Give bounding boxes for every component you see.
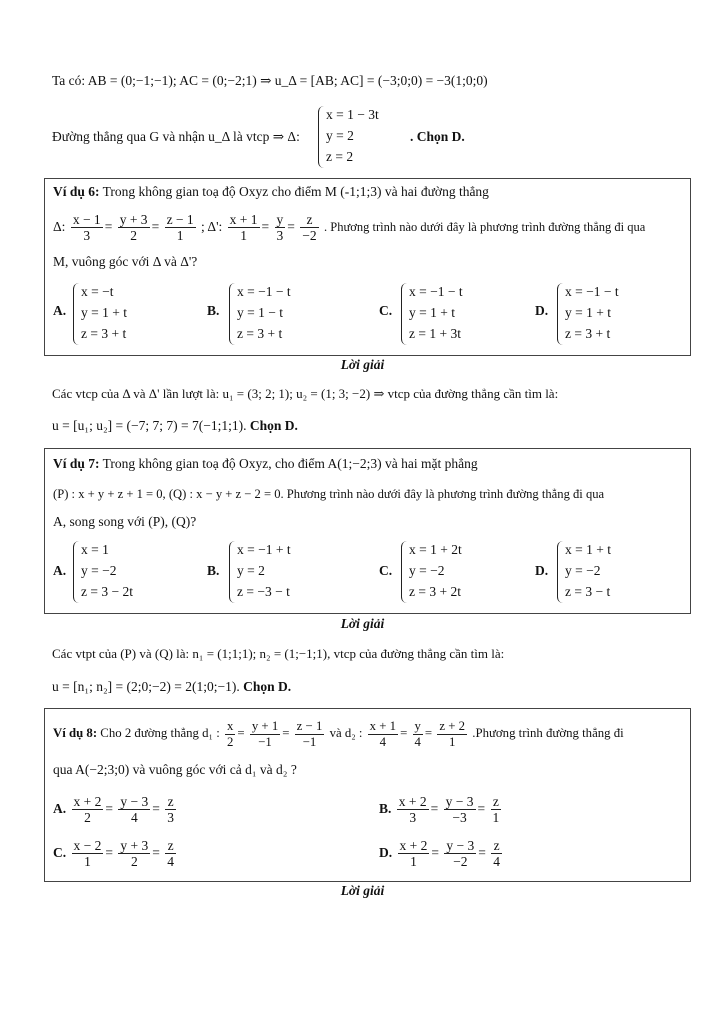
system-line: y = 1 + t (565, 305, 611, 320)
ex8-line1: Ví dụ 8: Cho 2 đường thẳng d₁ : $\frac{x}{2}$ = $\frac{y + 1}{-1}$ = $\frac{z - 1}{-1}$ và d₂ : $\frac{x + 1}{4}$ = $\frac{y}{4}$ = $\frac{z + 2}{1}$ .Phương trình đường thẳng đi (53, 718, 624, 749)
option-a-system (73, 539, 133, 602)
ex7-sol2-text: u = [n₁; n₂] = (2;0;−2) = 2(1;0;−1). (52, 679, 240, 694)
option-a-label[interactable]: A. (53, 801, 67, 816)
denominator: 4 (493, 854, 500, 870)
deltap-prefix: ; Δ': (201, 219, 223, 234)
system-line: y = −2 (565, 563, 601, 578)
denominator: 1 (240, 228, 247, 244)
numerator: z (491, 838, 502, 854)
example-7-box (44, 448, 691, 614)
option-c-label[interactable]: C. (53, 845, 67, 860)
fraction (397, 794, 429, 825)
fraction (118, 794, 150, 825)
denominator: 3 (83, 228, 91, 244)
system-line: y = 1 + t (81, 305, 127, 320)
ex7-text2: (P) : x + y + z + 1 = 0, (Q) : x − y + z − 2 = 0. Phương trình nào dưới đây là phương trình đường thẳng đi qua (53, 487, 605, 501)
denominator: −2 (453, 854, 468, 870)
option-d-label[interactable]: D. (379, 845, 393, 860)
fraction (165, 838, 176, 869)
option-c[interactable]: C. $\frac{x - 2}{1}$ = $\frac{y + 3}{2}$ = $\frac{z}{4}$ (53, 838, 174, 870)
fraction (437, 719, 467, 750)
fraction (300, 212, 318, 243)
fraction (165, 794, 176, 825)
numerator: y (414, 718, 421, 733)
fraction (228, 212, 260, 243)
denominator: 2 (226, 734, 234, 749)
numerator: y (276, 212, 284, 228)
denominator: −1 (302, 734, 317, 749)
numerator: x + 1 (229, 212, 258, 228)
option-a[interactable]: A. $\frac{x + 2}{2}$ = $\frac{y - 3}{4}$ = $\frac{z}{3}$ (53, 794, 174, 826)
system-line: z = 1 + 3t (409, 326, 461, 341)
example-8-box (44, 708, 691, 882)
fraction (250, 719, 280, 750)
ex8-text1a: Cho 2 đường thẳng d₁ : (100, 726, 220, 740)
ex7-text3: A, song song với (P), (Q)? (53, 514, 197, 529)
system-line: x = 1 + t (565, 542, 611, 557)
system-line: x = −1 − t (237, 284, 291, 299)
system-line: y = 1 − t (237, 305, 283, 320)
numerator: x − 1 (72, 212, 101, 228)
intro-ta-co: Ta có: AB = (0;−1;−1); AC = (0;−2;1) ⇒ u_Δ = [AB; AC] = (−3;0;0) = −3(1;0;0) (52, 73, 488, 88)
ex7-solution-1: Các vtpt của (P) và (Q) là: n₁ = (1;1;1); n₂ = (1;−1;1), vtcp của đường thẳng cần tìm là: (52, 646, 505, 661)
system-line: z = 2 (326, 149, 354, 164)
ex7-text1: Trong không gian toạ độ Oxyz, cho điểm A(1;−2;3) và hai mặt phẳng (102, 456, 478, 471)
numerator: x + 2 (398, 794, 427, 810)
fraction (491, 794, 502, 825)
fraction (118, 838, 150, 869)
denominator: 1 (84, 854, 91, 870)
system-line: x = −t (81, 284, 114, 299)
chon-d: . Chọn D. (410, 129, 465, 144)
option-c-system (401, 539, 462, 602)
fraction (72, 794, 104, 825)
ex7-title: Ví dụ 7: (53, 456, 100, 471)
denominator: 4 (167, 854, 174, 870)
option-b-system (229, 539, 291, 602)
ex6-solution-1: Các vtcp của Δ và Δ' lần lượt là: u₁ = (3; 2; 1); u₂ = (1; 3; −2) ⇒ vtcp của đường thẳng cần tìm là: (52, 386, 559, 401)
numerator: y + 3 (119, 212, 148, 228)
system-line: x = −1 − t (409, 284, 463, 299)
option-b-system (229, 281, 291, 344)
option-d-system (557, 281, 619, 344)
option-c-label[interactable]: C. (379, 303, 393, 318)
numerator: x + 1 (369, 718, 397, 733)
ex6-line2: Δ: $\frac{x - 1}{3}$ = $\frac{y + 3}{2}$ = $\frac{z - 1}{1}$ ; Δ': $\frac{x + 1}{1}$ = $\frac{y}{3}$ = $\frac{z}{-2}$ . Phương trình nào dưới đây là phương trình đường thẳng đi qua (53, 212, 646, 244)
system-line: y = 2 (326, 128, 354, 143)
ex8-loi-giai: Lời giải (340, 883, 385, 898)
system-line: z = 3 + 2t (409, 584, 461, 599)
system-line: y = −2 (81, 563, 117, 578)
option-b[interactable]: B. $\frac{x + 2}{3}$ = $\frac{y - 3}{-3}$ = $\frac{z}{1}$ (379, 794, 500, 826)
chon-d: Chọn D. (249, 418, 298, 433)
system-line: z = −3 − t (237, 584, 290, 599)
ex6-line1 (53, 183, 682, 201)
ex7-loi-giai: Lời giải (340, 616, 385, 631)
fraction (444, 794, 476, 825)
fraction (295, 719, 325, 750)
fraction (118, 212, 150, 243)
denominator: 3 (409, 810, 417, 826)
system-line: z = 3 + t (81, 326, 127, 341)
numerator: y − 3 (446, 838, 475, 854)
numerator: z − 1 (296, 718, 323, 733)
fraction (444, 838, 476, 869)
ex7-solution-2 (52, 678, 685, 696)
denominator: 1 (448, 734, 456, 749)
ex8-text2: qua A(−2;3;0) và vuông góc với cả d₁ và d₂ ? (53, 762, 297, 777)
denominator: 2 (130, 228, 137, 244)
option-a-label[interactable]: A. (53, 563, 67, 578)
system-line: x = −1 + t (237, 542, 291, 557)
system-line: z = 3 − 2t (81, 584, 133, 599)
numerator: z (300, 212, 318, 228)
ex6-title: Ví dụ 6: (53, 184, 100, 199)
numerator: z (491, 794, 502, 810)
system-line: z = 3 + t (565, 326, 611, 341)
numerator: z − 1 (166, 212, 194, 228)
fraction (413, 719, 423, 750)
denominator: 1 (492, 810, 500, 826)
denominator: 2 (84, 810, 91, 826)
fraction (275, 212, 286, 243)
option-c-system (401, 281, 463, 344)
denominator: 1 (176, 228, 184, 244)
denominator: 2 (130, 854, 138, 870)
denominator: 3 (167, 810, 174, 826)
fraction (225, 719, 235, 750)
denominator: 3 (276, 228, 284, 244)
ex6-text3: M, vuông góc với Δ và Δ'? (53, 254, 198, 269)
system-line: z = 3 + t (237, 326, 283, 341)
numerator: y + 1 (251, 718, 279, 733)
ex7-line1 (53, 455, 682, 473)
numerator: x + 2 (399, 838, 428, 854)
numerator: x − 2 (73, 838, 102, 854)
fraction (71, 212, 103, 243)
fraction (165, 212, 196, 243)
ex8-text1c: .Phương trình đường thẳng đi (472, 726, 624, 740)
option-b-label[interactable]: B. (207, 563, 220, 578)
denominator: −2 (302, 228, 317, 244)
numerator: y + 3 (120, 838, 149, 854)
option-b-label[interactable]: B. (379, 801, 392, 816)
system-line: y = 1 + t (409, 305, 455, 320)
system-line: y = −2 (409, 563, 445, 578)
option-d-system (557, 539, 611, 602)
system-line: x = −1 − t (565, 284, 619, 299)
ex6-loi-giai: Lời giải (340, 357, 385, 372)
numerator: z (165, 838, 176, 854)
system-line: z = 3 − t (565, 584, 611, 599)
fraction (491, 838, 502, 869)
denominator: −3 (452, 810, 467, 826)
delta-prefix: Δ: (53, 219, 66, 234)
system-line: x = 1 − 3t (326, 107, 379, 122)
chon-d: Chọn D. (243, 679, 292, 694)
ex6-text1: Trong không gian toạ độ Oxyz cho điểm M (-1;1;3) và hai đường thẳng (102, 184, 489, 199)
system-line: x = 1 (81, 542, 109, 557)
denominator: −1 (258, 734, 272, 749)
ex8-title: Ví dụ 8: (53, 726, 98, 740)
ex8-text1b: và d₂ : (329, 726, 363, 740)
denominator: 4 (379, 734, 387, 749)
option-d[interactable]: D. $\frac{x + 2}{1}$ = $\frac{y - 3}{-2}$ = $\frac{z}{4}$ (379, 838, 500, 870)
intro-chon (410, 128, 685, 146)
denominator: 1 (410, 854, 417, 870)
option-d-label[interactable]: D. (535, 303, 549, 318)
option-a-label[interactable]: A. (53, 303, 67, 318)
numerator: y − 3 (120, 794, 149, 810)
option-a-system (73, 281, 127, 344)
numerator: x (226, 718, 234, 733)
ex6-text2: . Phương trình nào dưới đây là phương trình đường thẳng đi qua (324, 220, 646, 234)
option-d-label[interactable]: D. (535, 563, 549, 578)
ex6-sol2-text: u = [u₁; u₂] = (−7; 7; 7) = 7(−1;1;1). (52, 418, 247, 433)
fraction (72, 838, 104, 869)
numerator: y − 3 (445, 794, 474, 810)
intro-line-desc: Đường thẳng qua G và nhận u_Δ là vtcp ⇒ Δ: (52, 129, 300, 144)
example-6-box (44, 178, 691, 356)
denominator: 4 (414, 734, 421, 749)
ex6-solution-2 (52, 417, 685, 435)
option-c-label[interactable]: C. (379, 563, 393, 578)
fraction (398, 838, 430, 869)
fraction (368, 719, 398, 750)
system-line: x = 1 + 2t (409, 542, 462, 557)
numerator: x + 2 (73, 794, 102, 810)
option-b-label[interactable]: B. (207, 303, 220, 318)
denominator: 4 (130, 810, 138, 826)
system-line: y = 2 (237, 563, 265, 578)
numerator: z (165, 794, 176, 810)
intro-system (318, 104, 379, 167)
numerator: z + 2 (439, 718, 466, 733)
